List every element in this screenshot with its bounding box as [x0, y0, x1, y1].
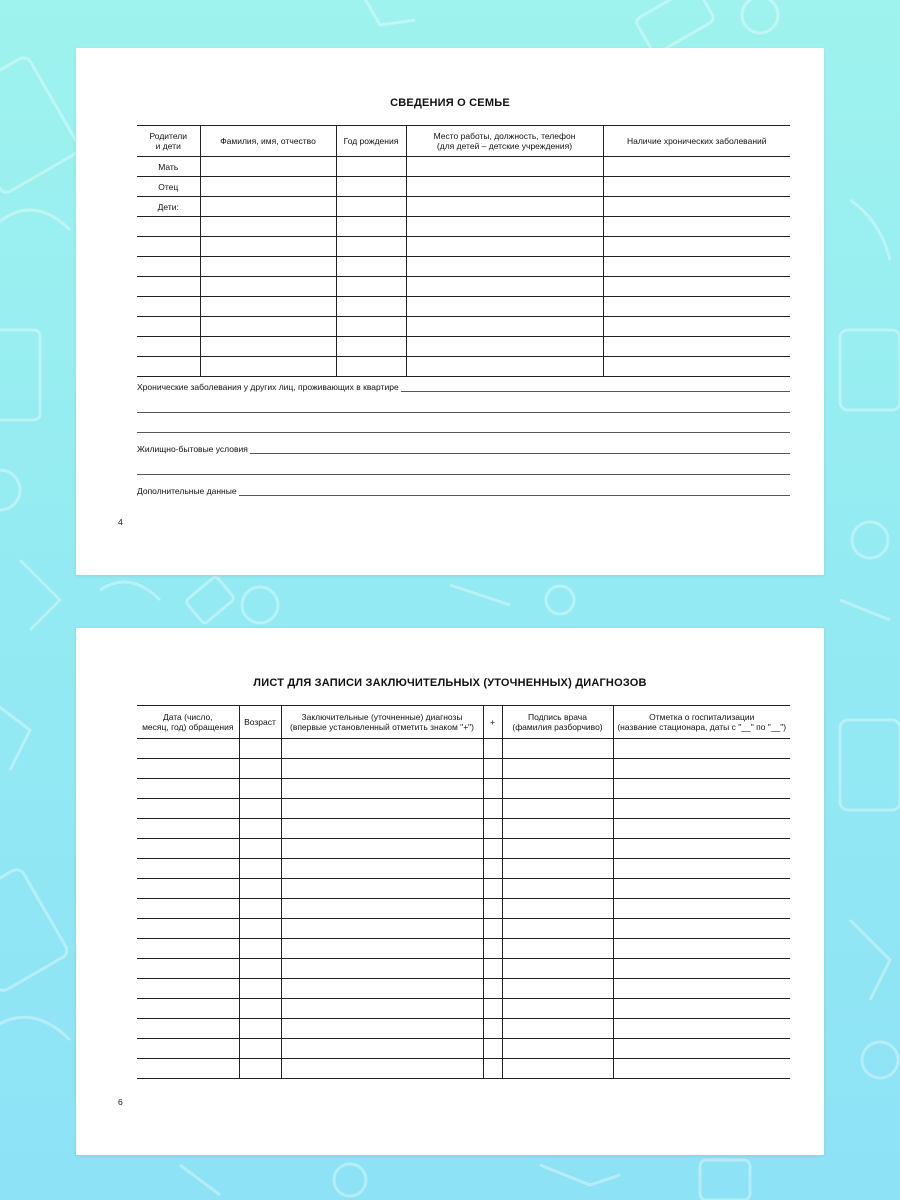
form-cell[interactable]	[137, 739, 239, 759]
col-header-parents-children: Родители и дети	[137, 126, 200, 157]
form-cell[interactable]	[483, 819, 502, 839]
table-header-row	[137, 706, 790, 739]
form-cell[interactable]	[336, 277, 406, 297]
form-cell[interactable]	[502, 939, 613, 959]
form-cell[interactable]	[406, 157, 603, 177]
table-row	[137, 779, 790, 799]
form-cell[interactable]	[603, 337, 790, 357]
form-cell[interactable]	[200, 237, 336, 257]
form-cell[interactable]	[281, 939, 483, 959]
row-label	[137, 237, 200, 257]
row-label	[137, 217, 200, 237]
form-cell[interactable]	[200, 257, 336, 277]
row-label: Отец	[137, 177, 200, 197]
blank-line[interactable]	[137, 404, 790, 413]
form-cell[interactable]	[406, 217, 603, 237]
form-cell[interactable]	[613, 759, 790, 779]
form-cell[interactable]	[613, 839, 790, 859]
form-cell[interactable]	[281, 1039, 483, 1059]
form-cell[interactable]	[502, 999, 613, 1019]
form-cell[interactable]	[200, 277, 336, 297]
form-cell[interactable]	[336, 237, 406, 257]
form-cell[interactable]	[137, 859, 239, 879]
form-cell[interactable]	[239, 899, 281, 919]
page-number: 6	[118, 1097, 123, 1107]
form-cell[interactable]	[137, 819, 239, 839]
table-row	[137, 759, 790, 779]
form-cell[interactable]	[281, 959, 483, 979]
col-header-diagnoses: Заключительные (уточненные) диагнозы (впервые установленный отметить знаком "+")	[281, 706, 483, 739]
form-cell[interactable]	[281, 979, 483, 999]
table-header-row	[137, 126, 790, 157]
form-cell[interactable]	[281, 919, 483, 939]
form-cell[interactable]	[603, 177, 790, 197]
form-cell[interactable]	[613, 919, 790, 939]
form-cell[interactable]	[137, 939, 239, 959]
family-info-page	[76, 48, 824, 575]
form-cell[interactable]	[502, 959, 613, 979]
row-label: Дети:	[137, 197, 200, 217]
table-row	[137, 277, 790, 297]
table-row	[137, 157, 790, 177]
form-cell[interactable]	[502, 879, 613, 899]
form-cell[interactable]	[502, 919, 613, 939]
form-cell[interactable]	[137, 979, 239, 999]
form-cell[interactable]	[483, 899, 502, 919]
page-number: 4	[118, 517, 123, 527]
form-cell[interactable]	[137, 759, 239, 779]
form-cell[interactable]	[281, 879, 483, 899]
form-cell[interactable]	[200, 197, 336, 217]
form-cell[interactable]	[336, 177, 406, 197]
form-cell[interactable]	[336, 197, 406, 217]
table-row	[137, 879, 790, 899]
table-row	[137, 899, 790, 919]
form-cell[interactable]	[613, 959, 790, 979]
form-cell[interactable]	[502, 899, 613, 919]
blank-line[interactable]	[137, 424, 790, 433]
form-cell[interactable]	[239, 979, 281, 999]
table-row	[137, 257, 790, 277]
form-cell[interactable]	[483, 879, 502, 899]
form-cell[interactable]	[603, 197, 790, 217]
page-title: СВЕДЕНИЯ О СЕМЬЕ	[390, 97, 510, 109]
form-cell[interactable]	[239, 919, 281, 939]
form-cell[interactable]	[613, 999, 790, 1019]
additional-data-line[interactable]	[137, 486, 790, 496]
form-cell[interactable]	[281, 1019, 483, 1039]
table-row	[137, 197, 790, 217]
table-row	[137, 979, 790, 999]
form-cell[interactable]	[336, 297, 406, 317]
table-row	[137, 999, 790, 1019]
form-cell[interactable]	[483, 839, 502, 859]
form-cell[interactable]	[406, 277, 603, 297]
table-row	[137, 919, 790, 939]
form-cell[interactable]	[239, 859, 281, 879]
form-cell[interactable]	[613, 979, 790, 999]
diagnoses-page	[76, 628, 824, 1155]
table-row	[137, 217, 790, 237]
table-row	[137, 297, 790, 317]
form-cell[interactable]	[613, 1059, 790, 1079]
col-header-workplace: Место работы, должность, телефон (для детей – детские учреждения)	[406, 126, 603, 157]
form-cell[interactable]	[502, 739, 613, 759]
form-cell[interactable]	[483, 1019, 502, 1039]
form-cell[interactable]	[603, 317, 790, 337]
form-cell[interactable]	[603, 157, 790, 177]
form-cell[interactable]	[200, 217, 336, 237]
form-cell[interactable]	[239, 999, 281, 1019]
form-cell[interactable]	[483, 759, 502, 779]
form-cell[interactable]	[239, 819, 281, 839]
form-cell[interactable]	[200, 337, 336, 357]
table-row	[137, 357, 790, 377]
form-cell[interactable]	[281, 759, 483, 779]
form-cell[interactable]	[239, 1039, 281, 1059]
form-cell[interactable]	[406, 257, 603, 277]
form-cell[interactable]	[336, 317, 406, 337]
form-cell[interactable]	[502, 779, 613, 799]
table-row	[137, 177, 790, 197]
form-cell[interactable]	[281, 1059, 483, 1079]
form-cell[interactable]	[137, 1059, 239, 1079]
row-label	[137, 317, 200, 337]
col-header-date: Дата (число, месяц, год) обращения	[137, 706, 239, 739]
form-cell[interactable]	[502, 1039, 613, 1059]
form-cell[interactable]	[406, 357, 603, 377]
form-cell[interactable]	[613, 819, 790, 839]
form-cell[interactable]	[137, 799, 239, 819]
form-cell[interactable]	[603, 217, 790, 237]
form-cell[interactable]	[239, 739, 281, 759]
form-cell[interactable]	[603, 257, 790, 277]
table-row	[137, 317, 790, 337]
row-label	[137, 277, 200, 297]
form-cell[interactable]	[502, 799, 613, 819]
form-cell[interactable]	[200, 157, 336, 177]
form-cell[interactable]	[200, 177, 336, 197]
table-row	[137, 1039, 790, 1059]
form-cell[interactable]	[406, 237, 603, 257]
form-cell[interactable]	[239, 1019, 281, 1039]
form-cell[interactable]	[239, 779, 281, 799]
table-row	[137, 1019, 790, 1039]
form-cell[interactable]	[613, 899, 790, 919]
table-row	[137, 237, 790, 257]
row-label	[137, 337, 200, 357]
form-cell[interactable]	[613, 1019, 790, 1039]
form-cell[interactable]	[603, 297, 790, 317]
form-cell[interactable]	[483, 799, 502, 819]
form-cell[interactable]	[613, 779, 790, 799]
form-cell[interactable]	[613, 939, 790, 959]
form-cell[interactable]	[336, 357, 406, 377]
form-cell[interactable]	[406, 337, 603, 357]
col-header-chronic-diseases: Наличие хронических заболеваний	[603, 126, 790, 157]
form-cell[interactable]	[281, 819, 483, 839]
form-cell[interactable]	[483, 959, 502, 979]
form-cell[interactable]	[502, 1019, 613, 1039]
form-cell[interactable]	[239, 839, 281, 859]
form-cell[interactable]	[239, 1059, 281, 1079]
col-header-plus: +	[483, 706, 502, 739]
form-cell[interactable]	[137, 919, 239, 939]
form-cell[interactable]	[137, 959, 239, 979]
form-cell[interactable]	[502, 1059, 613, 1079]
form-cell[interactable]	[200, 317, 336, 337]
table-row	[137, 739, 790, 759]
table-row	[137, 839, 790, 859]
form-cell[interactable]	[281, 799, 483, 819]
form-cell[interactable]	[613, 879, 790, 899]
table-row	[137, 337, 790, 357]
form-cell[interactable]	[502, 759, 613, 779]
form-cell[interactable]	[483, 939, 502, 959]
form-cell[interactable]	[239, 959, 281, 979]
form-cell[interactable]	[137, 999, 239, 1019]
form-cell[interactable]	[483, 979, 502, 999]
form-cell[interactable]	[137, 839, 239, 859]
form-cell[interactable]	[200, 357, 336, 377]
row-label	[137, 297, 200, 317]
table-row	[137, 1059, 790, 1079]
form-cell[interactable]	[336, 217, 406, 237]
form-cell[interactable]	[483, 739, 502, 759]
form-cell[interactable]	[137, 1039, 239, 1059]
form-cell[interactable]	[603, 357, 790, 377]
form-cell[interactable]	[281, 859, 483, 879]
row-label	[137, 257, 200, 277]
row-label	[137, 357, 200, 377]
form-cell[interactable]	[406, 297, 603, 317]
form-cell[interactable]	[281, 999, 483, 1019]
form-cell[interactable]	[502, 839, 613, 859]
col-header-birth-year: Год рождения	[336, 126, 406, 157]
family-table	[137, 125, 790, 377]
row-label: Мать	[137, 157, 200, 177]
form-cell[interactable]	[137, 899, 239, 919]
form-cell[interactable]	[239, 939, 281, 959]
form-cell[interactable]	[281, 899, 483, 919]
form-cell[interactable]	[483, 859, 502, 879]
table-row	[137, 799, 790, 819]
form-cell[interactable]	[406, 317, 603, 337]
form-cell[interactable]	[239, 759, 281, 779]
form-cell[interactable]	[239, 799, 281, 819]
form-cell[interactable]	[483, 1059, 502, 1079]
col-header-doctor-signature: Подпись врача (фамилия разборчиво)	[502, 706, 613, 739]
living-conditions-line[interactable]	[137, 444, 790, 454]
col-header-age: Возраст	[239, 706, 281, 739]
form-cell[interactable]	[483, 919, 502, 939]
table-row	[137, 959, 790, 979]
table-row	[137, 819, 790, 839]
living-conditions-label: Жилищно-бытовые условия	[137, 444, 248, 454]
additional-data-label: Дополнительные данные	[137, 486, 237, 496]
table-row	[137, 939, 790, 959]
form-cell[interactable]	[200, 297, 336, 317]
form-cell[interactable]	[406, 197, 603, 217]
col-header-full-name: Фамилия, имя, отчество	[200, 126, 336, 157]
form-cell[interactable]	[613, 1039, 790, 1059]
form-cell[interactable]	[613, 739, 790, 759]
form-cell[interactable]	[281, 839, 483, 859]
form-cell[interactable]	[281, 739, 483, 759]
form-cell[interactable]	[502, 859, 613, 879]
col-header-hospitalization: Отметка о госпитализации (название стационара, даты с "__" по "__")	[613, 706, 790, 739]
form-cell[interactable]	[603, 237, 790, 257]
diagnoses-table	[137, 705, 790, 1079]
form-cell[interactable]	[613, 799, 790, 819]
chronic-others-line[interactable]	[137, 382, 790, 392]
chronic-others-label: Хронические заболевания у других лиц, проживающих в квартире	[137, 382, 399, 392]
form-cell[interactable]	[502, 819, 613, 839]
form-cell[interactable]	[483, 999, 502, 1019]
form-cell[interactable]	[137, 879, 239, 899]
table-row	[137, 859, 790, 879]
form-cell[interactable]	[336, 157, 406, 177]
form-cell[interactable]	[281, 779, 483, 799]
form-cell[interactable]	[336, 337, 406, 357]
blank-line[interactable]	[137, 466, 790, 475]
form-cell[interactable]	[483, 1039, 502, 1059]
form-cell[interactable]	[336, 257, 406, 277]
form-cell[interactable]	[603, 277, 790, 297]
form-cell[interactable]	[502, 979, 613, 999]
form-cell[interactable]	[137, 1019, 239, 1039]
form-cell[interactable]	[406, 177, 603, 197]
form-cell[interactable]	[239, 879, 281, 899]
page-title: ЛИСТ ДЛЯ ЗАПИСИ ЗАКЛЮЧИТЕЛЬНЫХ (УТОЧНЕННЫХ) ДИАГНОЗОВ	[253, 677, 647, 689]
form-cell[interactable]	[137, 779, 239, 799]
form-cell[interactable]	[483, 779, 502, 799]
form-cell[interactable]	[613, 859, 790, 879]
